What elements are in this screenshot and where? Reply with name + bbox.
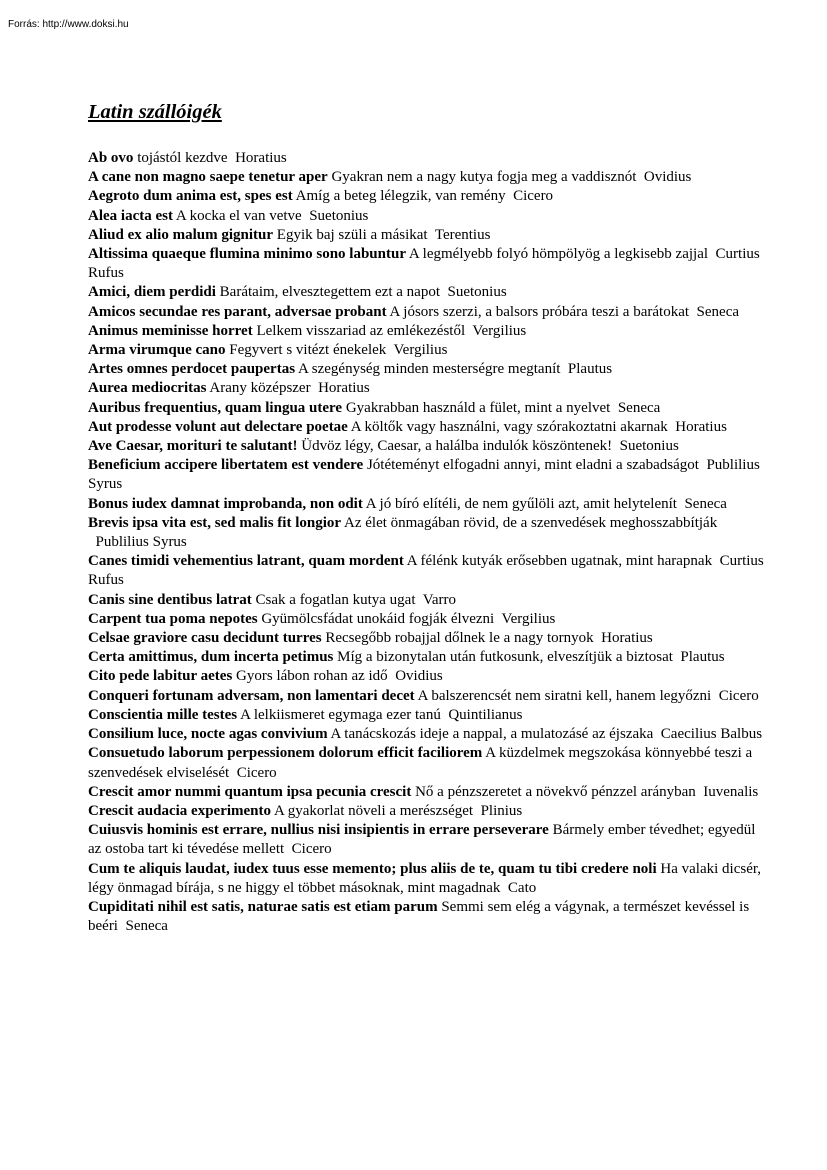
- proverb-entry: [88, 399, 768, 418]
- hungarian-translation: Barátaim, elvesztegettem ezt a napot: [219, 284, 440, 301]
- proverb-entry: [88, 860, 768, 898]
- latin-phrase: Beneficium accipere libertatem est vendere: [88, 457, 364, 474]
- proverb-entry: [88, 303, 768, 322]
- proverb-entry: [88, 552, 768, 590]
- author-name: Plinius: [480, 802, 523, 819]
- hungarian-translation: A legmélyebb folyó hömpölyög a legkisebb zajjal: [408, 246, 709, 263]
- hungarian-translation: A félénk kutyák erősebben ugatnak, mint harapnak: [406, 553, 713, 570]
- proverb-entry: [88, 744, 768, 782]
- latin-phrase: Celsae graviore casu decidunt turres: [88, 630, 322, 647]
- hungarian-translation: Gyümölcsfádat unokáid fogják élvezni: [261, 610, 495, 627]
- author-name: Horatius: [675, 418, 727, 435]
- hungarian-translation: A lelkiismeret egymaga ezer tanú: [240, 706, 441, 723]
- proverb-entry: [88, 802, 768, 821]
- latin-phrase: Brevis ipsa vita est, sed malis fit longior: [88, 514, 342, 531]
- author-name: Cicero: [718, 687, 759, 704]
- hungarian-translation: Bármely ember tévedhet; egyedül az ostoba tart ki tévedése mellett: [88, 822, 756, 858]
- author-name: Ovidius: [395, 668, 443, 685]
- proverb-entry: [88, 379, 768, 398]
- proverb-entry: [88, 495, 768, 514]
- proverb-entry: [88, 341, 768, 360]
- author-name: Horatius: [235, 150, 287, 166]
- hungarian-translation: A gyakorlat növeli a merészséget: [273, 802, 474, 819]
- hungarian-translation: Gyakrabban használd a fület, mint a nyelvet: [345, 399, 611, 416]
- author-name: Suetonius: [447, 284, 507, 301]
- proverb-entry: [88, 898, 768, 936]
- author-name: Horatius: [601, 630, 653, 647]
- hungarian-translation: A tanácskozás ideje a nappal, a mulatozásé az éjszaka: [330, 726, 654, 743]
- author-name: Seneca: [617, 399, 661, 416]
- latin-phrase: Crescit amor nummi quantum ipsa pecunia crescit: [88, 783, 412, 800]
- latin-phrase: Consuetudo laborum perpessionem dolorum efficit faciliorem: [88, 745, 483, 762]
- author-name: Suetonius: [309, 207, 369, 224]
- latin-phrase: Ab ovo: [88, 150, 134, 166]
- author-name: Vergilius: [393, 342, 448, 359]
- author-name: Plautus: [680, 649, 725, 666]
- hungarian-translation: A balszerencsét nem siratni kell, hanem legyőzni: [417, 687, 712, 704]
- latin-phrase: Arma virumque cano: [88, 342, 226, 359]
- latin-phrase: Altissima quaeque flumina minimo sono labuntur: [88, 246, 406, 263]
- author-name: Horatius: [318, 380, 370, 397]
- author-name: Cicero: [291, 841, 332, 858]
- author-name: Ovidius: [643, 169, 692, 186]
- latin-phrase: Cito pede labitur aetes: [88, 668, 233, 685]
- page-title: Latin szállóigék: [88, 101, 222, 123]
- hungarian-translation: Recsegőbb robajjal dőlnek le a nagy tornyok: [325, 630, 594, 647]
- proverb-entry: [88, 226, 768, 245]
- hungarian-translation: A kocka el van vetve: [175, 207, 302, 224]
- author-name: Vergilius: [501, 610, 556, 627]
- proverb-entry: [88, 283, 768, 302]
- latin-phrase: Ave Caesar, morituri te salutant!: [88, 438, 298, 455]
- source-note: Forrás: http://www.doksi.hu: [8, 19, 129, 30]
- latin-phrase: Amici, diem perdidi: [88, 284, 216, 301]
- proverb-entry: [88, 437, 768, 456]
- hungarian-translation: A jó bíró elítéli, de nem gyűlöli azt, amit helytelenít: [365, 495, 677, 512]
- author-name: Publilius Syrus: [95, 534, 187, 551]
- author-name: Curtius Rufus: [88, 553, 764, 589]
- author-name: Plautus: [567, 361, 613, 378]
- latin-phrase: Conqueri fortunam adversam, non lamentari decet: [88, 687, 415, 704]
- latin-phrase: Consilium luce, nocte agas convivium: [88, 726, 328, 743]
- latin-phrase: Certa amittimus, dum incerta petimus: [88, 649, 334, 666]
- author-name: Quintilianus: [448, 706, 523, 723]
- hungarian-translation: A jósors szerzi, a balsors próbára teszi a barátokat: [389, 303, 690, 320]
- author-name: Terentius: [434, 226, 491, 243]
- latin-phrase: Artes omnes perdocet paupertas: [88, 361, 296, 378]
- hungarian-translation: A szegénység minden mesterségre megtanít: [298, 361, 561, 378]
- hungarian-translation: Amíg a beteg lélegzik, van remény: [295, 188, 506, 205]
- hungarian-translation: tojástól kezdve: [137, 150, 228, 166]
- hungarian-translation: Fegyvert s vitézt énekelek: [229, 342, 387, 359]
- author-name: Cato: [507, 879, 537, 896]
- latin-phrase: Crescit audacia experimento: [88, 802, 272, 819]
- proverb-entry: [88, 610, 768, 629]
- hungarian-translation: Lelkem visszariad az emlékezéstől: [256, 322, 466, 339]
- proverb-entry: [88, 783, 768, 802]
- latin-phrase: Canis sine dentibus latrat: [88, 591, 252, 608]
- latin-phrase: Amicos secundae res parant, adversae probant: [88, 303, 387, 320]
- hungarian-translation: A költők vagy használni, vagy szórakoztatni akarnak: [350, 418, 668, 435]
- proverb-entry: [88, 187, 768, 206]
- proverb-entry: [88, 168, 768, 187]
- proverb-entry: [88, 821, 768, 859]
- author-name: Cicero: [513, 188, 554, 205]
- proverb-entry: [88, 360, 768, 379]
- author-name: Iuvenalis: [703, 783, 759, 800]
- latin-phrase: A cane non magno saepe tenetur aper: [88, 169, 328, 186]
- author-name: Curtius Rufus: [88, 246, 760, 282]
- hungarian-translation: Semmi sem elég a vágynak, a természet kevéssel is beéri: [88, 898, 750, 935]
- author-name: Caecilius Balbus: [660, 726, 763, 743]
- latin-phrase: Aliud ex alio malum gignitur: [88, 226, 274, 243]
- author-name: Vergilius: [472, 322, 527, 339]
- latin-phrase: Bonus iudex damnat improbanda, non odit: [88, 495, 363, 512]
- latin-phrase: Carpent tua poma nepotes: [88, 610, 258, 627]
- latin-phrase: Cupiditati nihil est satis, naturae satis est etiam parum: [88, 898, 438, 915]
- proverb-list: [88, 149, 768, 936]
- hungarian-translation: Üdvöz légy, Caesar, a halálba indulók köszöntenek!: [301, 438, 613, 455]
- latin-phrase: Alea iacta est: [88, 207, 173, 224]
- latin-phrase: Cuiusvis hominis est errare, nullius nisi insipientis in errare perseverare: [88, 822, 549, 839]
- hungarian-translation: Egyik baj szüli a másikat: [276, 226, 428, 243]
- latin-phrase: Canes timidi vehementius latrant, quam mordent: [88, 553, 404, 570]
- latin-phrase: Aegroto dum anima est, spes est: [88, 188, 293, 205]
- author-name: Seneca: [125, 918, 168, 935]
- latin-phrase: Auribus frequentius, quam lingua utere: [88, 399, 343, 416]
- proverb-entry: [88, 322, 768, 341]
- latin-phrase: Conscientia mille testes: [88, 706, 238, 723]
- latin-phrase: Aurea mediocritas: [88, 380, 207, 397]
- latin-phrase: Animus meminisse horret: [88, 322, 253, 339]
- proverb-entry: [88, 456, 768, 494]
- proverb-entry: [88, 514, 768, 552]
- hungarian-translation: A küzdelmek megszokása könnyebbé teszi a szenvedések elviselését: [88, 745, 753, 781]
- author-name: Suetonius: [619, 438, 679, 455]
- hungarian-translation: Ha valaki dicsér, légy önmagad bírája, s ne higgy el többet másoknak, mint magadnak: [88, 860, 762, 896]
- author-name: Varro: [422, 591, 457, 608]
- hungarian-translation: Nő a pénzszeretet a növekvő pénzzel arányban: [415, 783, 696, 800]
- proverb-entry: [88, 418, 768, 437]
- proverb-entry: [88, 706, 768, 725]
- proverb-entry: [88, 245, 768, 283]
- hungarian-translation: Gyors lábon rohan az idő: [236, 668, 388, 685]
- proverb-entry: [88, 725, 768, 744]
- proverb-entry: [88, 648, 768, 667]
- author-name: Publilius Syrus: [88, 457, 760, 493]
- hungarian-translation: Az élet önmagában rövid, de a szenvedések meghosszabbítják: [344, 514, 718, 531]
- hungarian-translation: Csak a fogatlan kutya ugat: [255, 591, 416, 608]
- proverb-entry: [88, 207, 768, 226]
- proverb-entry: [88, 667, 768, 686]
- author-name: Seneca: [696, 303, 740, 320]
- author-name: Seneca: [684, 495, 727, 512]
- proverb-entry: [88, 629, 768, 648]
- proverb-entry: [88, 591, 768, 610]
- hungarian-translation: Jótéteményt elfogadni annyi, mint eladni a szabadságot: [366, 457, 699, 474]
- latin-phrase: Aut prodesse volunt aut delectare poetae: [88, 418, 348, 435]
- hungarian-translation: Gyakran nem a nagy kutya fogja meg a vaddisznót: [331, 169, 637, 186]
- proverb-entry: [88, 687, 768, 706]
- proverb-entry: [88, 149, 768, 168]
- hungarian-translation: Míg a bizonytalan után futkosunk, elveszítjük a biztosat: [337, 649, 673, 666]
- hungarian-translation: Arany középszer: [209, 380, 311, 397]
- latin-phrase: Cum te aliquis laudat, iudex tuus esse memento; plus aliis de te, quam tu tibi credere noli: [88, 860, 657, 877]
- author-name: Cicero: [236, 764, 277, 781]
